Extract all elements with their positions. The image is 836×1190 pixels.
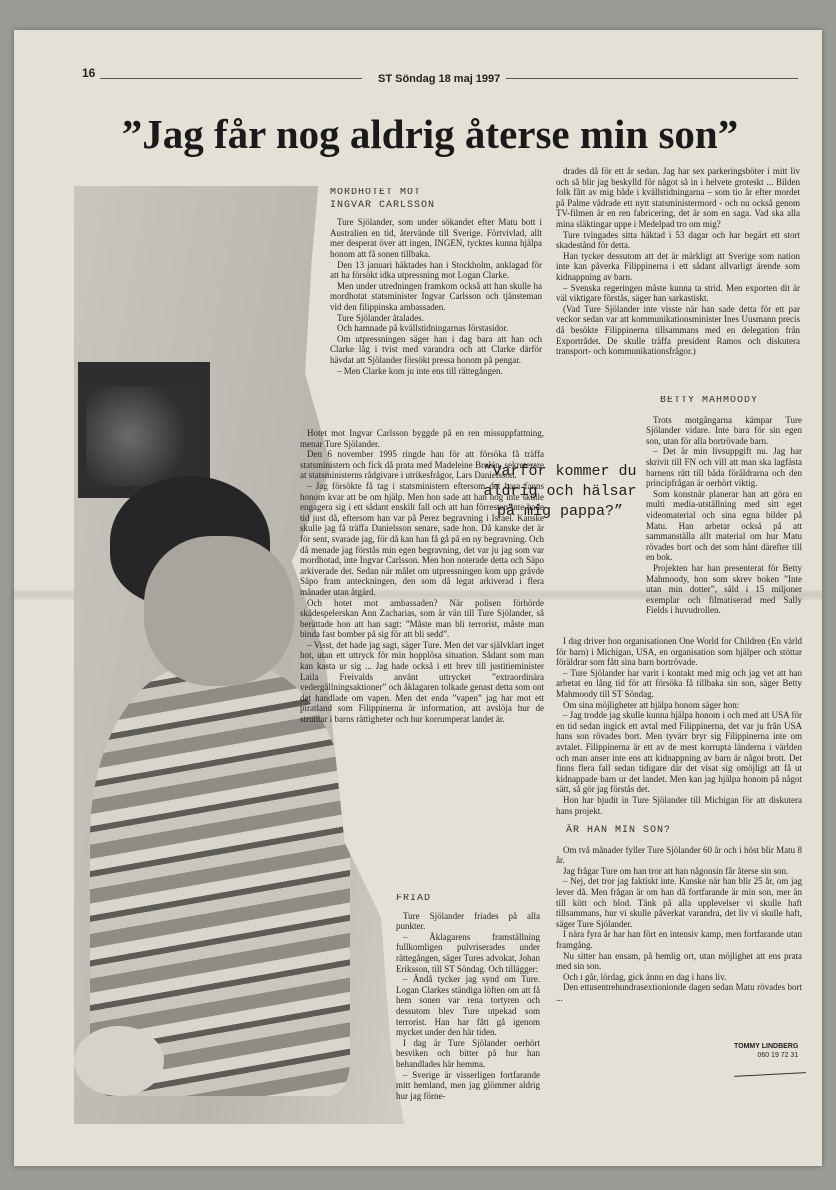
paragraph: Ture tvingades sitta häktad i 53 dagar och har begärt ett stort skadestånd för detta. [556, 229, 800, 251]
paragraph: Hotet mot Ingvar Carlsson byggde på en ren missuppfattning, menar Ture Sjölander. [300, 428, 544, 449]
article-column-1-bottom [396, 894, 540, 1128]
paragraph: – Nej, det tror jag faktiskt inte. Kanske när han blir 25 år, om jag lever då. Men frågan är om han då fortfarande är min son, mer än till kött och blod. Tänk på alla upplevelser vi skulle haft tillsammans, hur vi skulle påverkat varandra, det liv vi skulle haft, säger Ture Sjölander. [556, 876, 802, 929]
headline: ”Jag får nog aldrig återse min son” [121, 111, 739, 157]
paragraph: Ture Sjölander åtalades. [337, 312, 424, 323]
paragraph: – Svenska regeringen måste kunna ta strid. Men exporten dit är väl viktigare förstås, säger han sarkastiskt. [556, 282, 800, 304]
paragraph: – Sverige är visserligen fortfarande mitt hemland, men jag glömmer aldrig hur jag förne- [396, 1069, 540, 1101]
issue-date: ST Söndag 18 maj 1997 [378, 73, 501, 85]
paragraph: Och hamnade på kvällstidningarnas förstasidor. [337, 323, 509, 334]
paragraph: – Jag trodde jag skulle kunna hjälpa honom i och med att USA för en tid sedan ingick ett avtal med Filippinerna, det var ju från USA hans son rövades bort. Men tyvärr bryr sig Filippinerna inte om avtalet. Filippinerna är ett av de mest korrupta länderna i världen och man anser inte ens att kidnappning av barn är något brott. Det finns flera fall sedan tidigare där det visat sig omöjligt att få ut kidnappade barn ur det landet. Men kan jag hjälpa honom på något sätt, så gör jag förstås det. [556, 710, 802, 795]
paragraph: Den 13 januari häktades han i Stockholm, anklagad för att ha försökt idka utpressning mot Logan Clarke. [330, 259, 542, 281]
page-number: 16 [82, 66, 96, 80]
paragraph: – Ändå tycker jag synd om Ture. Logan Clarkes ständiga löften om att få hem sonen var rena tortyren och dessutom blev Ture utpekad som terrorist. Han har fått gå igenom mycket under den här tiden. [396, 974, 540, 1038]
byline-phone: 060 19 72 31 [757, 1052, 799, 1059]
paragraph: Ture Sjölander friades på alla punkter. [396, 910, 540, 932]
paragraph: Och hotet mot ambassaden? När polisen förhörde skådespelerskan Ann Zacharias, som är vän till Ture Sjölander, så berättade hon att han sagt: ”Måste man bli terrorist, måste man binda fast bomber på sig för att bli sedd”. [300, 597, 544, 640]
paragraph: Trots motgångarna kämpar Ture Sjölander vidare. Inte bara för sin egen son, utan för alla bortrövade barn. [646, 414, 802, 446]
paragraph: – Jag försökte få tag i statsministern eftersom det bara fanns honom kvar att be om hjälp. Men hon sade att han nog inte skulle engagera sig i ett sådant enskilt fall och att han förresten inte hade tid just då, eftersom han var på Perez begravning i Israel. Kanske skulle jag få träffa Danielsson senare, sade hon. Då kanske det är för sent, svarade jag, för då kan han få gå på en ny begravning. Och då menade jag förstås min egen begravning, det var ju jag som var mordhotad, inte Ingvar Carlsson. Men hon noterade detta och Säpo arkiverade det. Sedan när målet om utpressningen kom upp grävde Säpo fram anteckningen, den som då legat arkiverad i flera månader utan åtgärd. [300, 480, 544, 597]
paragraph: Som konstnär planerar han att göra en multi media-utställning med sitt eget videomaterial och sina egna bilder på Matu. Han arbetar också på att sammanställa allt material om hur Matu rövades bort och det som hänt därefter till en bok. [646, 488, 802, 563]
article-column-1-top [330, 188, 542, 426]
article-column-2-side [646, 396, 802, 630]
paragraph: Ture Sjölander, som under sökandet efter Matu bott i Australien en tid, återvände till Sverige. Förtvivlad, allt mer desperat över att ingen, INGEN, tycktes kunna hjälpa honom att få sonen tillbaka. [330, 217, 542, 259]
header-rule-left [100, 78, 362, 79]
paragraph: I dag driver hon organisationen One World for Children (En värld för barn) i Michigan, USA, en organisation som hjälper och stöttar föräldrar som fått sina barn bortrövade. [556, 636, 802, 668]
paragraph: Den ettusentrehundrasextionionde dagen sedan Matu rövades bort ... [556, 982, 802, 1003]
paragraph: Om utpressningen säger han i dag bara att han och Clarke låg i tvist med varandra och att Clarke därför hävdat att Sjölander försökt pressa honom på pengar. [330, 333, 542, 365]
article-column-2-bottom [556, 636, 802, 1036]
paragraph: Hon har bjudit in Ture Sjölander till Michigan för att diskutera hans projekt. [556, 794, 802, 816]
paragraph: – Men Clarke kom ju inte ens till rättegången. [337, 365, 503, 376]
paragraph: – Ture Sjölander har varit i kontakt med mig och jag vet att han arbetat en lång tid för att försöka få tillbaka sin son, säger Betty Mahmoody till ST Söndag. [556, 667, 802, 699]
paragraph: – Visst, det hade jag sagt, säger Ture. Men det var självklart inget hot, utan ett uttryck för min hopplösa situation. Sådant som man kan kasta ur sig ... Jag hade också i ett brev till justitieminister Laila Freivalds använt uttrycket ”extraordinära vedergällningsaktioner” och åklagaren tolkade genast detta som ont det handlade om vapen. Men det enda ”vapen” jag har mot ett piratland som Filippinerna är information, att avslöja hur de struntar i barns rättigheter och hur korrumperat landet är. [300, 639, 544, 725]
paragraph: Den 6 november 1995 ringde han för att försöka få träffa statsministern och fick då prata med Madeleine Brolén, sekreterare at statsministerns rådgivare i utrikesfrågor, Lars Danielsson. [300, 449, 544, 481]
subhead-friad: FRIAD [396, 894, 432, 904]
paragraph: I dag är Ture Sjölander oerhört besviken och bitter på hur han behandlades här hemma. [396, 1037, 540, 1069]
paragraph: – Det är min livsuppgift nu. Jag har skrivit till FN och vill att man ska lagfästa barnens rätt till båda föräldrarna och den principfrågan är oerhört viktig. [646, 446, 802, 489]
paragraph: Men under utredningen framkom också att han skulle ha mordhotat statsminister Ingvar Carlsson och tjänsteman vid den filippinska ambassaden. [330, 280, 542, 312]
pull-quote: ”Varför kommer du aldrig och hälsar på mig pappa?” [483, 463, 637, 520]
paragraph: Jag frågar Ture om han tror att han någonsin får återse sin son. [563, 865, 789, 876]
paragraph: Om två månader fyller Ture Sjölander 60 år och i höst blir Matu 8 år. [556, 844, 802, 866]
paragraph: Han tycker dessutom att det är märkligt att Sverige som nation inte kan påverka Filippinerna i ett sådant allvarligt ärende som kidnappning av barn. [556, 250, 800, 282]
paragraph: Nu sitter han ensam, på hemlig ort, utan möjlighet att ens prata med sin son. [556, 950, 802, 972]
paragraph: – Åklagarens framställning fullkomligen pulvriserades under rättegången, säger Tures advokat, Johan Eriksson, till ST Söndag. Och tillägger: [396, 931, 540, 974]
byline [734, 1042, 798, 1060]
paragraph: I nära fyra år har han fört en intensiv kamp, men fortfarande utan framgång. [556, 929, 802, 951]
subhead-ingvar: INGVAR CARLSSON [330, 199, 436, 211]
paragraph: (Vad Ture Sjölander inte visste när han sade detta för ett par veckor sedan var att kommunikationsminister Ines Uusmann precis då besökte Filippinerna tillsammans med en delegation från Exportrådet. De skulle träffa president Ramos och diskutera transport- och kommunikationsfrågor.) [556, 303, 800, 357]
subhead-betty: BETTY MAHMOODY [660, 396, 759, 406]
byline-name: TOMMY LINDBERG [734, 1043, 799, 1050]
paragraph: drades då för ett år sedan. Jag har sex parkeringsböter i mitt liv och så blir jag beskylld för något så in i helvete groteskt ... Bilden folk fått av mig både i kvällstidningarna – som tio år efter mordet på Palme vädrade ett nytt statsministermord - och nu också genom TV-filmen är en ren fabricering, det är som en saga. Vad ska alla mina släktingar uppe i Medelpad tro om mig? [556, 166, 800, 229]
article-column-2-top [556, 166, 800, 382]
subhead-ar-han-min-son: ÄR HAN MIN SON? [566, 825, 672, 837]
header-rule-right [506, 78, 798, 79]
subhead-mordhotet: MORDHOTET MOT [330, 188, 422, 198]
paragraph: Och i går, lördag, gick ännu en dag i hans liv. [563, 971, 727, 982]
paragraph: Om sina möjligheter att hjälpa honom säger hon: [563, 699, 740, 710]
paragraph: Projekten har han presenterat för Betty Mahmoody, hon som skrev boken ”Inte utan min dotter”, såld i 15 miljoner exemplar och filmatiserad med Sally Fields i huvudrollen. [646, 562, 802, 616]
